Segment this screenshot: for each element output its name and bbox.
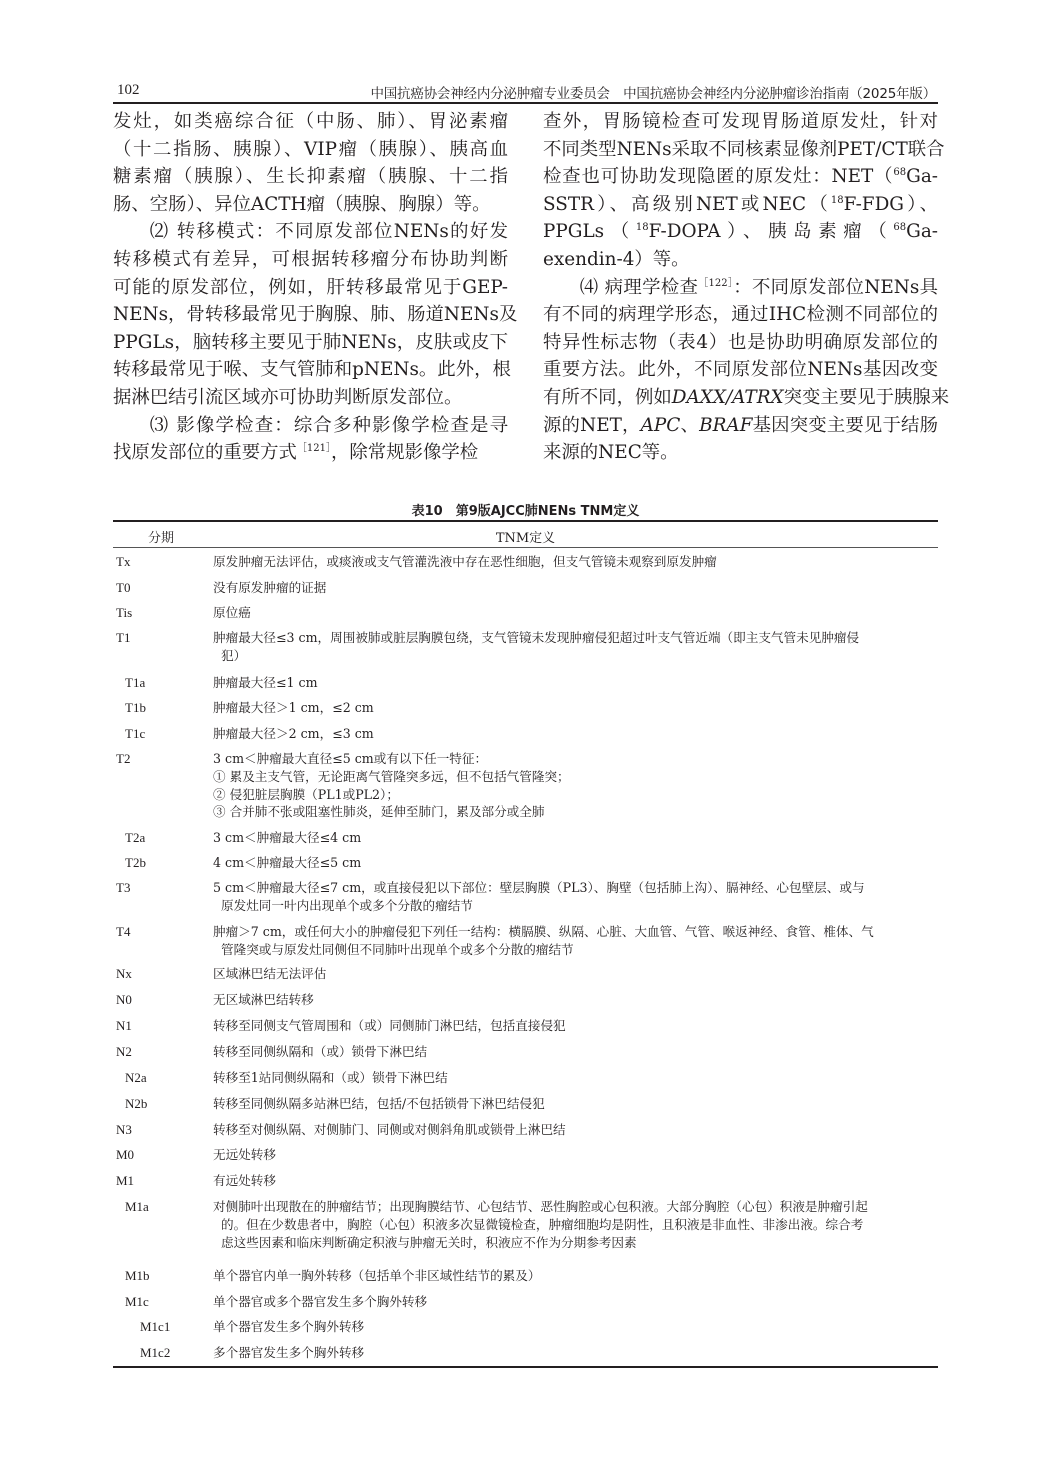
definition-line: 原位癌: [213, 605, 251, 620]
text-line: [543, 412, 938, 440]
right-column: [543, 108, 950, 467]
text-span: Ga-: [906, 166, 938, 188]
stage-cell: T2: [116, 751, 131, 766]
definition-line: 无远处转移: [213, 1147, 276, 1162]
definition-line: 转移至同侧纵隔多站淋巴结，包括/不包括锁骨下淋巴结侵犯: [213, 1096, 545, 1111]
stage-cell: M0: [116, 1147, 135, 1162]
definition-cell: [213, 1267, 938, 1285]
page-header: [113, 80, 938, 102]
stage-cell: M1a: [125, 1199, 149, 1214]
text-line: [113, 439, 508, 467]
text-span: 有所不同，例如: [543, 386, 672, 408]
isotope-mass: 68: [893, 167, 907, 179]
page-number: 102: [117, 82, 140, 98]
text-line: 来源的NEC等。: [543, 442, 679, 464]
definition-line: 转移至1站同侧纵隔和（或）锁骨下淋巴结: [213, 1070, 448, 1085]
stage-cell: T1b: [125, 700, 146, 715]
definition-line: 多个器官发生多个胸外转移: [213, 1345, 365, 1360]
text-line: 转移模式有差异，可根据转移瘤分布协助判断: [113, 248, 508, 270]
text-line: 可能的原发部位，例如，肝转移最常见于GEP-: [113, 276, 508, 298]
running-title: 中国抗癌协会神经内分泌肿瘤专业委员会 中国抗癌协会神经内分泌肿瘤诊治指南（2025年版）: [370, 86, 936, 102]
definition-line: 没有原发肿瘤的证据: [213, 580, 327, 595]
text-span: 找原发部位的重要方式: [113, 442, 297, 464]
stage-cell: M1c2: [140, 1345, 171, 1360]
definition-cell: [213, 1121, 938, 1139]
text-line: 特异性标志物（表4）也是协助明确原发部位的: [543, 331, 938, 353]
text-line: 查外，胃肠镜检查可发现胃肠道原发灶，针对: [543, 111, 938, 132]
definition-cell: [213, 1172, 938, 1190]
text-span: Ga-: [906, 221, 938, 243]
definition-line: 原发灶同一叶内出现单个或多个分散的瘤结节: [221, 897, 473, 913]
gene-name: APC: [640, 414, 681, 436]
stage-cell: N0: [116, 992, 132, 1007]
definition-cell: [213, 699, 938, 717]
definition-cell: [213, 829, 938, 847]
definition-line: 肿瘤＞7 cm，或任何大小的肿瘤侵犯下列任一结构：横膈膜、纵隔、心脏、大血管、气管、喉返神经、食管、椎体、气: [213, 924, 874, 939]
stage-cell: Tis: [116, 605, 133, 620]
text-span: 源的NET，: [543, 414, 641, 436]
definition-line: 肿瘤最大径≤1 cm: [213, 675, 318, 690]
table-caption: 表10 第9版AJCC肺NENs TNM定义: [411, 504, 640, 519]
definition-cell: [213, 674, 938, 692]
text-span: 基因突变主要见于结肠: [752, 414, 938, 436]
table-bottom-rule: [113, 1366, 938, 1368]
stage-cell: T3: [116, 880, 131, 895]
definition-line: 虑这些因素和临床判断确定积液与肿瘤无关时，积液应不作为分期参考因素: [221, 1234, 637, 1250]
text-span: PPGLs（: [543, 221, 636, 243]
definition-cell: [213, 1043, 938, 1061]
definition-cell: [213, 1017, 938, 1035]
section-heading-line: ⑶ 影像学检查：综合多种影像学检查是寻: [149, 414, 508, 436]
text-line: PPGLs，脑转移主要见于肺NENs，皮肤或皮下: [113, 331, 508, 353]
stage-cell: N2a: [125, 1070, 147, 1085]
text-line: NENs，骨转移最常见于胸腺、肺、肠道NENs及: [113, 304, 518, 326]
stage-cell: T0: [116, 580, 131, 595]
isotope-mass: 18: [635, 222, 649, 234]
stage-cell: N2: [116, 1044, 132, 1059]
text-line: [543, 163, 938, 191]
stage-cell: T1c: [125, 726, 146, 741]
definition-line: 的。但在少数患者中，胸腔（心包）积液多次显微镜检查，肿瘤细胞均是阴性，且积液是非血性、非渗出液。综合考: [221, 1216, 864, 1232]
citation-ref: ［122］: [698, 277, 734, 289]
stage-cell: Nx: [116, 966, 132, 981]
text-line: 不同类型NENs采取不同核素显像剂PET/CT联合: [543, 138, 945, 160]
definition-cell: [213, 1095, 938, 1113]
text-line: exendin-4）等。: [543, 248, 690, 270]
text-span: F-FDG）、: [843, 193, 938, 215]
table-header-rule: [113, 547, 938, 548]
stage-cell: N1: [116, 1018, 132, 1033]
text-line: 糖素瘤（胰腺）、生长抑素瘤（胰腺、十二指: [113, 166, 508, 188]
definition-cell: [213, 750, 938, 821]
definition-line: 5 cm＜肿瘤最大径≤7 cm，或直接侵犯以下部位：壁层胸膜（PL3）、胸壁（包括肺上沟）、膈神经、心包壁层、或与: [213, 880, 865, 895]
text-span: ，除常规影像学检: [331, 442, 479, 464]
stage-cell: T2b: [125, 855, 146, 870]
stage-cell: T2a: [125, 830, 146, 845]
definition-cell: [213, 1069, 938, 1087]
definition-line: 无区域淋巴结转移: [213, 992, 314, 1007]
definition-line: 管隆突或与原发灶同侧但不同肺叶出现单个或多个分散的瘤结节: [221, 941, 574, 957]
stage-cell: M1c: [125, 1294, 149, 1309]
definition-cell: [213, 553, 938, 571]
definition-line: 原发肿瘤无法评估，或痰液或支气管灌洗液中存在恶性细胞，但支气管镜未观察到原发肿瘤: [213, 554, 717, 569]
definition-cell: [213, 1146, 938, 1164]
definition-line: 肿瘤最大径＞1 cm，≤2 cm: [213, 700, 374, 715]
text-span: F-DOPA）、胰岛素瘤（: [648, 221, 894, 243]
text-line: 转移最常见于喉、支气管肺和pNENs。此外，根: [113, 359, 511, 381]
definition-cell: [213, 923, 938, 959]
definition-cell: [213, 991, 938, 1009]
definition-line: 犯）: [221, 647, 247, 663]
definition-cell: [213, 1198, 938, 1251]
section-heading-line: [543, 274, 938, 302]
definition-cell: [213, 854, 938, 872]
definition-cell: [213, 579, 938, 597]
stage-cell: T1: [116, 630, 131, 645]
text-span: 突变主要见于胰腺来: [783, 386, 950, 408]
citation-ref: ［121］: [296, 443, 332, 454]
section-heading-line: ⑵ 转移模式：不同原发部位NENs的好发: [149, 221, 508, 243]
gene-name: DAXX/ATRX: [671, 386, 784, 408]
definition-cell: [213, 1293, 938, 1311]
text-line: 重要方法。此外，不同原发部位NENs基因改变: [543, 359, 938, 381]
definition-line: 肿瘤最大径≤3 cm，周围被肺或脏层胸膜包绕，支气管镜未发现肿瘤侵犯超过叶支气管近端（即主支气管未见肿瘤侵: [213, 630, 860, 645]
stage-cell: N2b: [125, 1096, 148, 1111]
header-rule: [113, 102, 938, 104]
definition-line: 3 cm＜肿瘤最大径≤4 cm: [213, 830, 362, 845]
text-line: 发灶，如类癌综合征（中肠、肺）、胃泌素瘤: [113, 111, 508, 132]
definition-line: 转移至对侧纵隔、对侧肺门、同侧或对侧斜角肌或锁骨上淋巴结: [213, 1122, 566, 1137]
isotope-mass: 18: [830, 194, 844, 206]
definition-line: 转移至同侧纵隔和（或）锁骨下淋巴结: [213, 1044, 428, 1059]
definition-line: ① 累及主支气管，无论距离气管隆突多远，但不包括气管隆突；: [213, 768, 570, 784]
text-line: [543, 218, 938, 246]
text-span: ：不同原发部位NENs具: [733, 276, 938, 298]
definition-line: ③ 合并肺不张或阻塞性肺炎，延伸至肺门，累及部分或全肺: [213, 804, 545, 820]
stage-cell: T1a: [125, 675, 146, 690]
definition-cell: [213, 965, 938, 983]
isotope-mass: 68: [893, 222, 907, 234]
text-line: （十二指肠、胰腺）、VIP瘤（胰腺）、胰高血: [113, 138, 508, 160]
text-span: SSTR）、高级别NET或NEC（: [543, 193, 831, 215]
definition-line: 肿瘤最大径＞2 cm，≤3 cm: [213, 726, 374, 741]
text-line: 据淋巴结引流区域亦可协助判断原发部位。: [113, 386, 463, 408]
stage-cell: M1c1: [140, 1319, 171, 1334]
definition-line: 4 cm＜肿瘤最大径≤5 cm: [213, 855, 362, 870]
column-header-definition: TNM定义: [495, 531, 556, 546]
definition-cell: [213, 604, 938, 622]
stage-cell: N3: [116, 1122, 132, 1137]
definition-cell: [213, 629, 938, 665]
definition-cell: [213, 879, 938, 915]
column-header-stage: 分期: [148, 531, 175, 546]
definition-line: 转移至同侧支气管周围和（或）同侧肺门淋巴结，包括直接侵犯: [213, 1018, 566, 1033]
table-top-rule: [113, 520, 938, 522]
stage-cell: M1b: [125, 1268, 150, 1283]
text-line: [543, 384, 950, 412]
definition-line: ② 侵犯脏层胸膜（PL1或PL2）；: [213, 786, 399, 802]
definition-line: 单个器官或多个器官发生多个胸外转移: [213, 1294, 428, 1309]
definition-cell: [213, 1318, 938, 1336]
definition-line: 3 cm＜肿瘤最大直径≤5 cm或有以下任一特征：: [213, 751, 488, 766]
text-line: 有不同的病理学形态，通过IHC检测不同部位的: [543, 304, 938, 326]
text-span: ⑷ 病理学检查: [579, 276, 699, 298]
text-line: 肠、空肠）、异位ACTH瘤（胰腺、胸腺）等。: [113, 193, 491, 215]
definition-line: 单个器官内单一胸外转移（包括单个非区域性结节的累及）: [213, 1268, 541, 1283]
definition-line: 单个器官发生多个胸外转移: [213, 1319, 365, 1334]
stage-cell: M1: [116, 1173, 135, 1188]
text-line: [543, 191, 938, 219]
definition-cell: [213, 1344, 938, 1362]
stage-cell: Tx: [116, 554, 131, 569]
definition-cell: [213, 725, 938, 743]
definition-line: 区域淋巴结无法评估: [213, 966, 327, 981]
text-span: 检查也可协助发现隐匿的原发灶：NET（: [543, 166, 894, 188]
left-column: [113, 108, 518, 467]
gene-name: BRAF: [699, 414, 753, 436]
definition-line: 有远处转移: [213, 1173, 276, 1188]
stage-cell: T4: [116, 924, 131, 939]
definition-line: 对侧肺叶出现散在的肿瘤结节；出现胸膜结节、心包结节、恶性胸腔或心包积液。大部分胸腔（心包）积液是肿瘤引起: [213, 1199, 868, 1214]
text-span: 、: [680, 414, 700, 436]
